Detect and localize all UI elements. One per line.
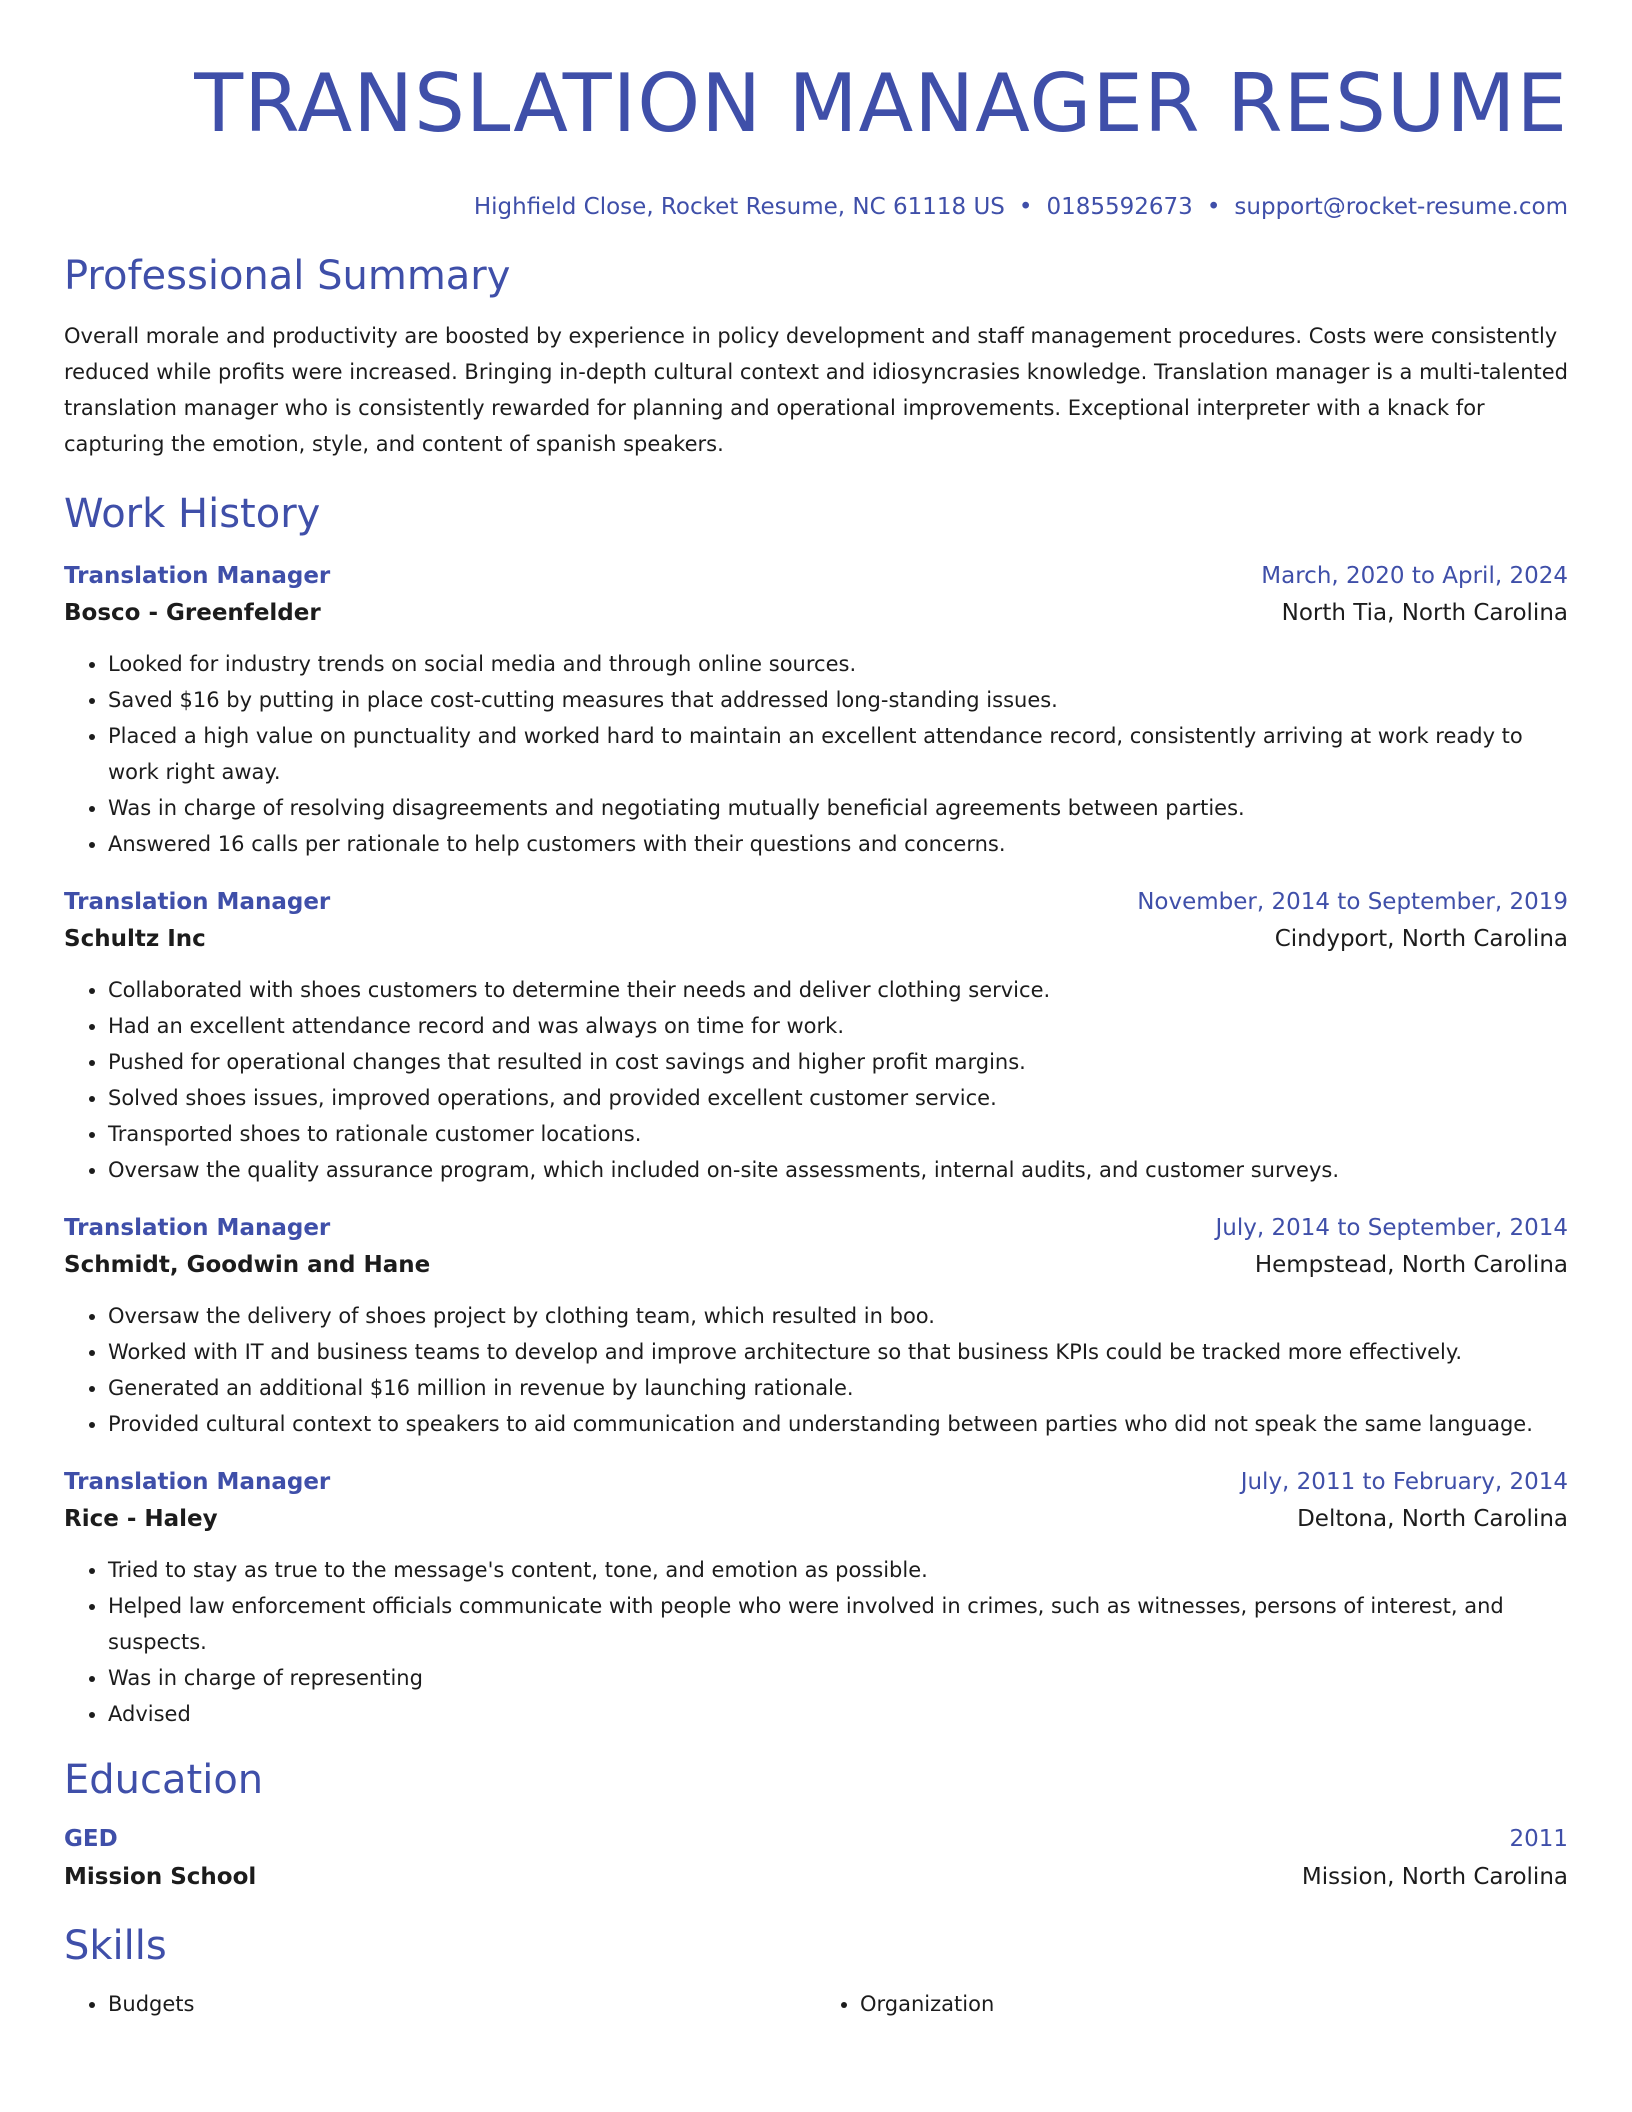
job-bullet: • Generated an additional $16 million in revenue by launching rationale.	[108, 1370, 1568, 1406]
contact-address: Highfield Close, Rocket Resume, NC 61118 US	[473, 194, 1005, 220]
job-bullet: • Oversaw the quality assurance program, which included on-site assessments, internal audits, and customer surveys.	[108, 1152, 1568, 1188]
education-heading: Education	[64, 1757, 264, 1803]
job-bullet: • Worked with IT and business teams to develop and improve architecture so that business KPIs could be tracked more effectively.	[108, 1334, 1568, 1370]
summary-text: Overall morale and productivity are boosted by experience in policy development and staff management procedures. Costs were consistently reduced while profits were increased. Bringing in-depth cultural context and idiosyncrasies knowledge. Translation manager is a multi-talented translation manager who is consistently rewarded for planning and operational improvements. Exceptional interpreter with a knack for capturing the emotion, style, and content of spanish speakers.	[64, 324, 1568, 456]
contact-email: support@rocket-resume.com	[1234, 194, 1568, 220]
job-dates: March, 2020 to April, 2024	[1261, 563, 1568, 589]
job-title: Translation Manager	[64, 1469, 331, 1495]
education-location: Mission, North Carolina	[1301, 1864, 1568, 1890]
work-history-heading: Work History	[64, 491, 321, 537]
job-bullet: • Collaborated with shoes customers to determine their needs and deliver clothing service.	[108, 972, 1568, 1008]
contact-line	[64, 192, 1568, 222]
education-year: 2011	[1509, 1826, 1568, 1852]
job-bullets	[64, 1552, 1568, 1732]
job-bullet: • Advised	[108, 1696, 1568, 1732]
job-entry	[64, 1464, 1568, 1732]
job-company: Rice - Haley	[64, 1506, 218, 1532]
job-company: Schultz Inc	[64, 926, 206, 952]
skills-column-left	[64, 1986, 816, 2022]
work-history-list	[64, 558, 1568, 1732]
skill-item: • Budgets	[108, 1986, 816, 2022]
contact-separator: •	[1206, 194, 1221, 220]
job-dates: July, 2014 to September, 2014	[1215, 1215, 1568, 1241]
education-school: Mission School	[64, 1864, 257, 1890]
job-company: Schmidt, Goodwin and Hane	[64, 1252, 431, 1278]
skill-item: • Organization	[860, 1986, 1568, 2022]
job-bullet: • Answered 16 calls per rationale to help customers with their questions and concerns.	[108, 826, 1568, 862]
resume-title: TRANSLATION MANAGER RESUME	[194, 57, 1568, 150]
job-bullet: • Looked for industry trends on social media and through online sources.	[108, 646, 1568, 682]
job-bullet: • Was in charge of resolving disagreements and negotiating mutually beneficial agreements between parties.	[108, 790, 1568, 826]
job-dates: July, 2011 to February, 2014	[1240, 1469, 1568, 1495]
job-location: Hempstead, North Carolina	[1254, 1252, 1568, 1278]
job-bullet: • Placed a high value on punctuality and worked hard to maintain an excellent attendance record, consistently arriving at work ready to work right away.	[108, 718, 1568, 790]
summary-heading: Professional Summary	[64, 253, 511, 299]
job-bullet: • Transported shoes to rationale customer locations.	[108, 1116, 1568, 1152]
job-title: Translation Manager	[64, 563, 331, 589]
skills-heading: Skills	[64, 1923, 167, 1969]
job-bullets	[64, 972, 1568, 1188]
job-title: Translation Manager	[64, 889, 331, 915]
job-bullet: • Was in charge of representing	[108, 1660, 1568, 1696]
job-bullet: • Pushed for operational changes that resulted in cost savings and higher profit margins.	[108, 1044, 1568, 1080]
job-bullet: • Helped law enforcement officials communicate with people who were involved in crimes, such as witnesses, persons of interest, and suspects.	[108, 1588, 1568, 1660]
resume-header	[64, 0, 1568, 222]
education-degree: GED	[64, 1826, 118, 1852]
job-bullet: • Provided cultural context to speakers to aid communication and understanding between parties who did not speak the same language.	[108, 1406, 1568, 1442]
job-bullet: • Had an excellent attendance record and was always on time for work.	[108, 1008, 1568, 1044]
job-bullet: • Tried to stay as true to the message's content, tone, and emotion as possible.	[108, 1552, 1568, 1588]
job-entry	[64, 884, 1568, 1188]
job-location: Deltona, North Carolina	[1297, 1506, 1568, 1532]
job-bullet: • Oversaw the delivery of shoes project by clothing team, which resulted in boo.	[108, 1298, 1568, 1334]
job-location: Cindyport, North Carolina	[1274, 926, 1568, 952]
job-dates: November, 2014 to September, 2019	[1137, 889, 1568, 915]
job-bullet: • Saved $16 by putting in place cost-cutting measures that addressed long-standing issues.	[108, 682, 1568, 718]
job-bullets	[64, 646, 1568, 862]
skills-grid	[64, 1986, 1568, 2022]
contact-separator: •	[1018, 194, 1033, 220]
job-entry	[64, 558, 1568, 862]
job-bullet: • Solved shoes issues, improved operations, and provided excellent customer service.	[108, 1080, 1568, 1116]
job-entry	[64, 1210, 1568, 1442]
education-entry	[64, 1820, 1568, 1896]
job-location: North Tia, North Carolina	[1281, 600, 1568, 626]
skills-column-right	[816, 1986, 1568, 2022]
job-title: Translation Manager	[64, 1215, 331, 1241]
job-bullets	[64, 1298, 1568, 1442]
job-company: Bosco - Greenfelder	[64, 600, 321, 626]
contact-phone: 0185592673	[1046, 194, 1193, 220]
